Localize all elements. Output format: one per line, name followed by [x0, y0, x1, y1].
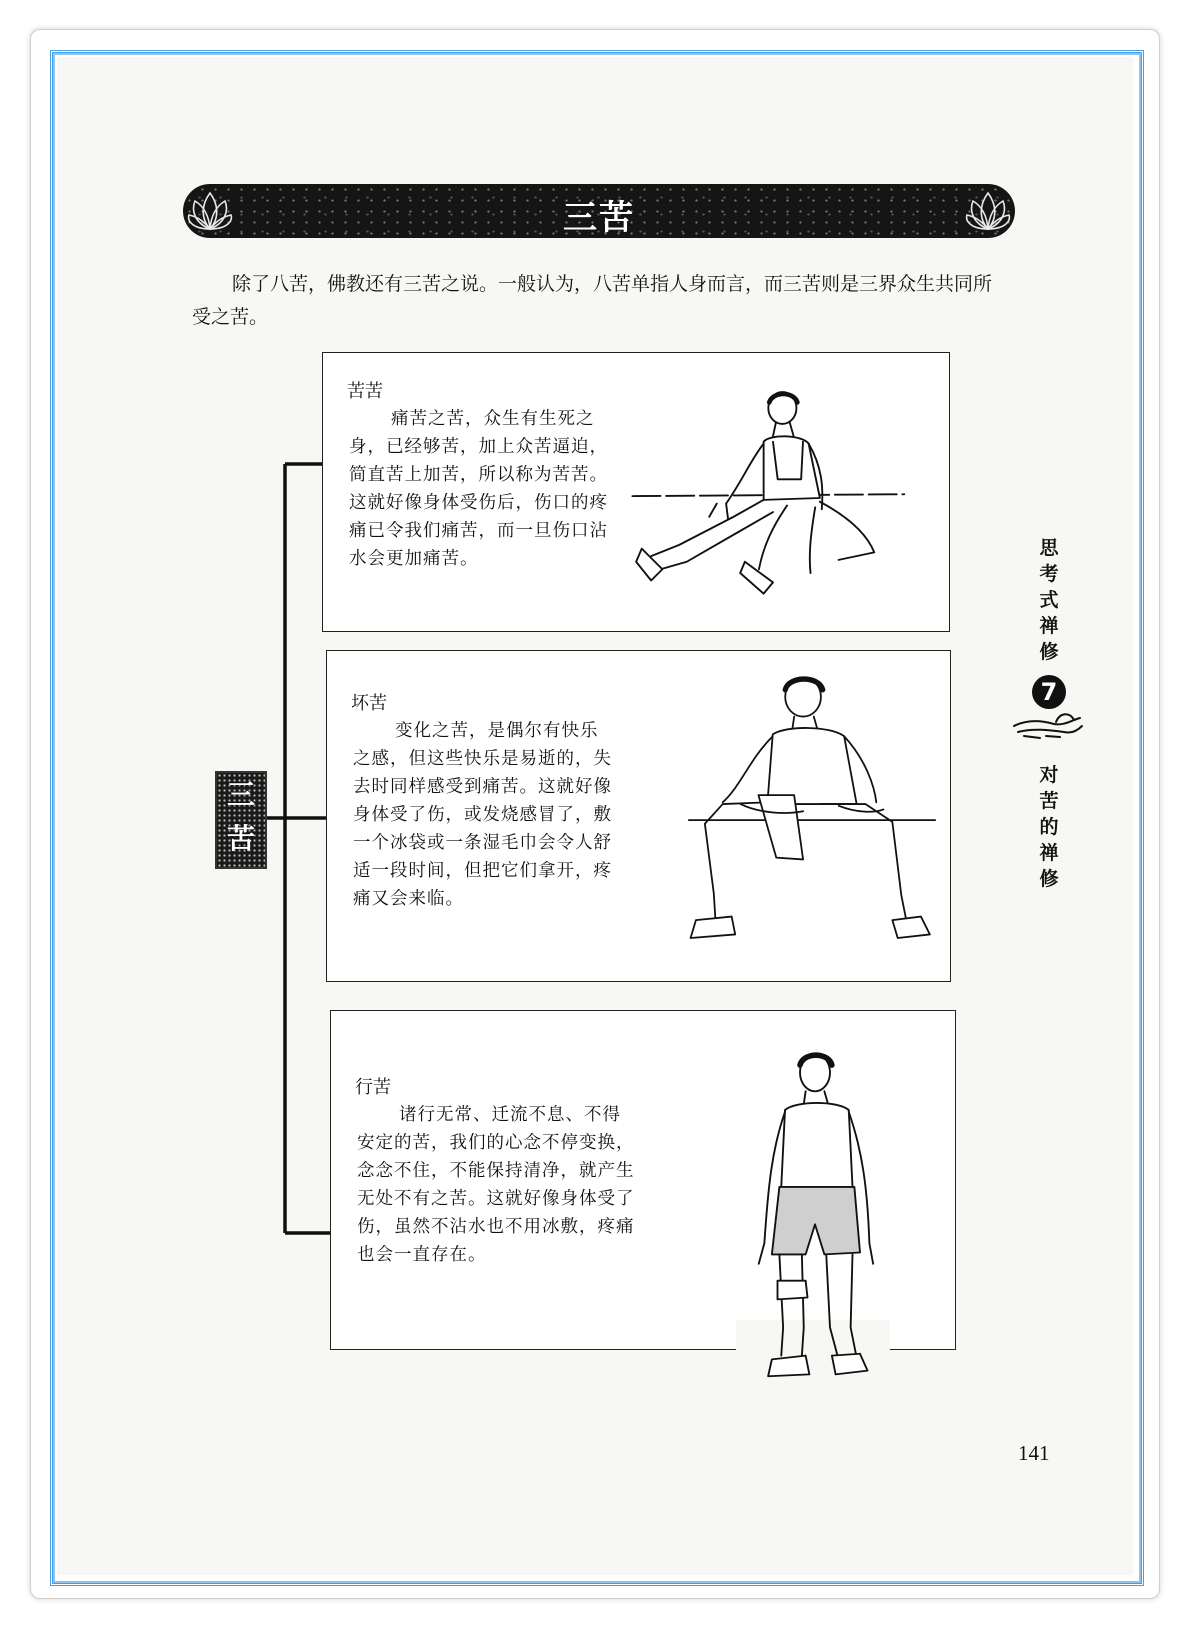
series-title: 思考式禅修	[1039, 537, 1059, 663]
page-number: 141	[1018, 1441, 1050, 1465]
seated-figure-with-towel-illustration	[687, 663, 937, 963]
section-box-kuku	[322, 352, 950, 632]
intro-paragraph: 除了八苦，佛教还有三苦之说。一般认为，八苦单指人身而言，而三苦则是三界众生共同所受之苦。	[192, 273, 993, 328]
section-title: 苦苦	[347, 381, 383, 402]
section-box-huaiku	[326, 650, 951, 982]
section-title: 坏苦	[351, 693, 387, 714]
chapter-title: 对苦的禅修	[1039, 764, 1059, 890]
standing-injured-figure-illustration	[740, 1035, 890, 1395]
chapter-number-badge: 7	[1032, 675, 1066, 709]
lotus-hand-icon	[1010, 706, 1086, 742]
sitting-stretch-figure-illustration	[623, 383, 923, 613]
seal-char: 苦	[226, 822, 255, 855]
seal-char: 三	[226, 778, 255, 811]
section-title: 行苦	[355, 1077, 391, 1098]
section-body: 痛苦之苦，众生有生死之身，已经够苦，加上众苦逼迫，简直苦上加苦，所以称为苦苦。这就好像身体受伤后，伤口的疼痛已令我们痛苦，而一旦伤口沾水会更加痛苦。	[349, 409, 608, 569]
page-title: 三苦	[563, 198, 635, 238]
section-body: 变化之苦，是偶尔有快乐之感，但这些快乐是易逝的，失去时同样感受到痛苦。这就好像身体受了伤，或发烧感冒了，敷一个冰袋或一条湿毛巾会令人舒适一段时间，但把它们拿开，疼痛又会来临。	[353, 721, 612, 909]
section-body: 诸行无常、迁流不息、不得安定的苦，我们的心念不停变换，念念不住，不能保持清净，就产生无处不有之苦。这就好像身体受了伤，虽然不沾水也不用冰敷，疼痛也会一直存在。	[357, 1105, 635, 1265]
three-suffering-seal	[215, 771, 267, 869]
